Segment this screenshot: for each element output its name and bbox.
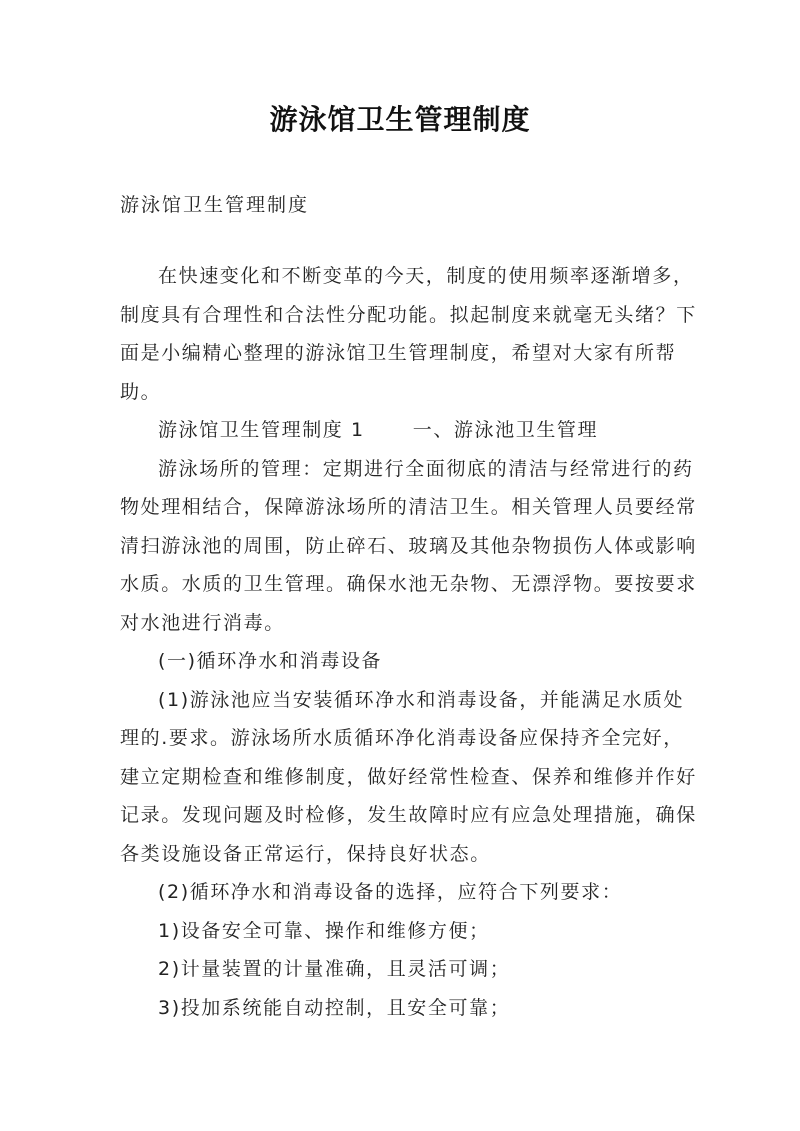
section-heading-left: 游泳馆卫生管理制度 1 [158, 419, 365, 441]
intro-paragraph: 在快速变化和不断变革的今天，制度的使用频率逐渐增多，制度具有合理性和合法性分配功能。拟起制度来就毫无头绪？下面是小编精心整理的游泳馆卫生管理制度，希望对大家有所帮助。 [120, 265, 697, 403]
list-item: 2)计量装置的计量准确，且灵活可调； [158, 958, 511, 980]
paragraph-pool-management: 游泳场所的管理：定期进行全面彻底的清洁与经常进行的药物处理相结合，保障游泳场所的清洁卫生。相关管理人员要经常清扫游泳池的周围，防止碎石、玻璃及其他杂物损伤人体或影响水质。水质的卫生管理。确保水池无杂物、无漂浮物。要按要求对水池进行消毒。 [120, 457, 697, 634]
list-item: 3)投加系统能自动控制，且安全可靠； [158, 996, 511, 1019]
subheading-equipment: (一)循环净水和消毒设备 [158, 650, 383, 672]
paragraph-equipment-selection: (2)循环净水和消毒设备的选择，应符合下列要求： [158, 881, 623, 903]
document-title: 游泳馆卫生管理制度 [269, 103, 531, 136]
document-body [120, 257, 700, 1027]
list-item: 1)设备安全可靠、操作和维修方便； [158, 919, 490, 942]
document-subtitle: 游泳馆卫生管理制度 [120, 194, 310, 216]
paragraph-equipment-install: (1)游泳池应当安装循环净水和消毒设备，并能满足水质处理的.要求。游泳场所水质循环净化消毒设备应保持齐全完好，建立定期检查和维修制度，做好经常性检查、保养和维修并作好记录。发现问题及时检修，发生故障时应有应急处理措施，确保各类设施设备正常运行，保持良好状态。 [120, 688, 697, 865]
section-heading-right: 一、游泳池卫生管理 [412, 419, 599, 441]
section-heading [120, 411, 700, 450]
